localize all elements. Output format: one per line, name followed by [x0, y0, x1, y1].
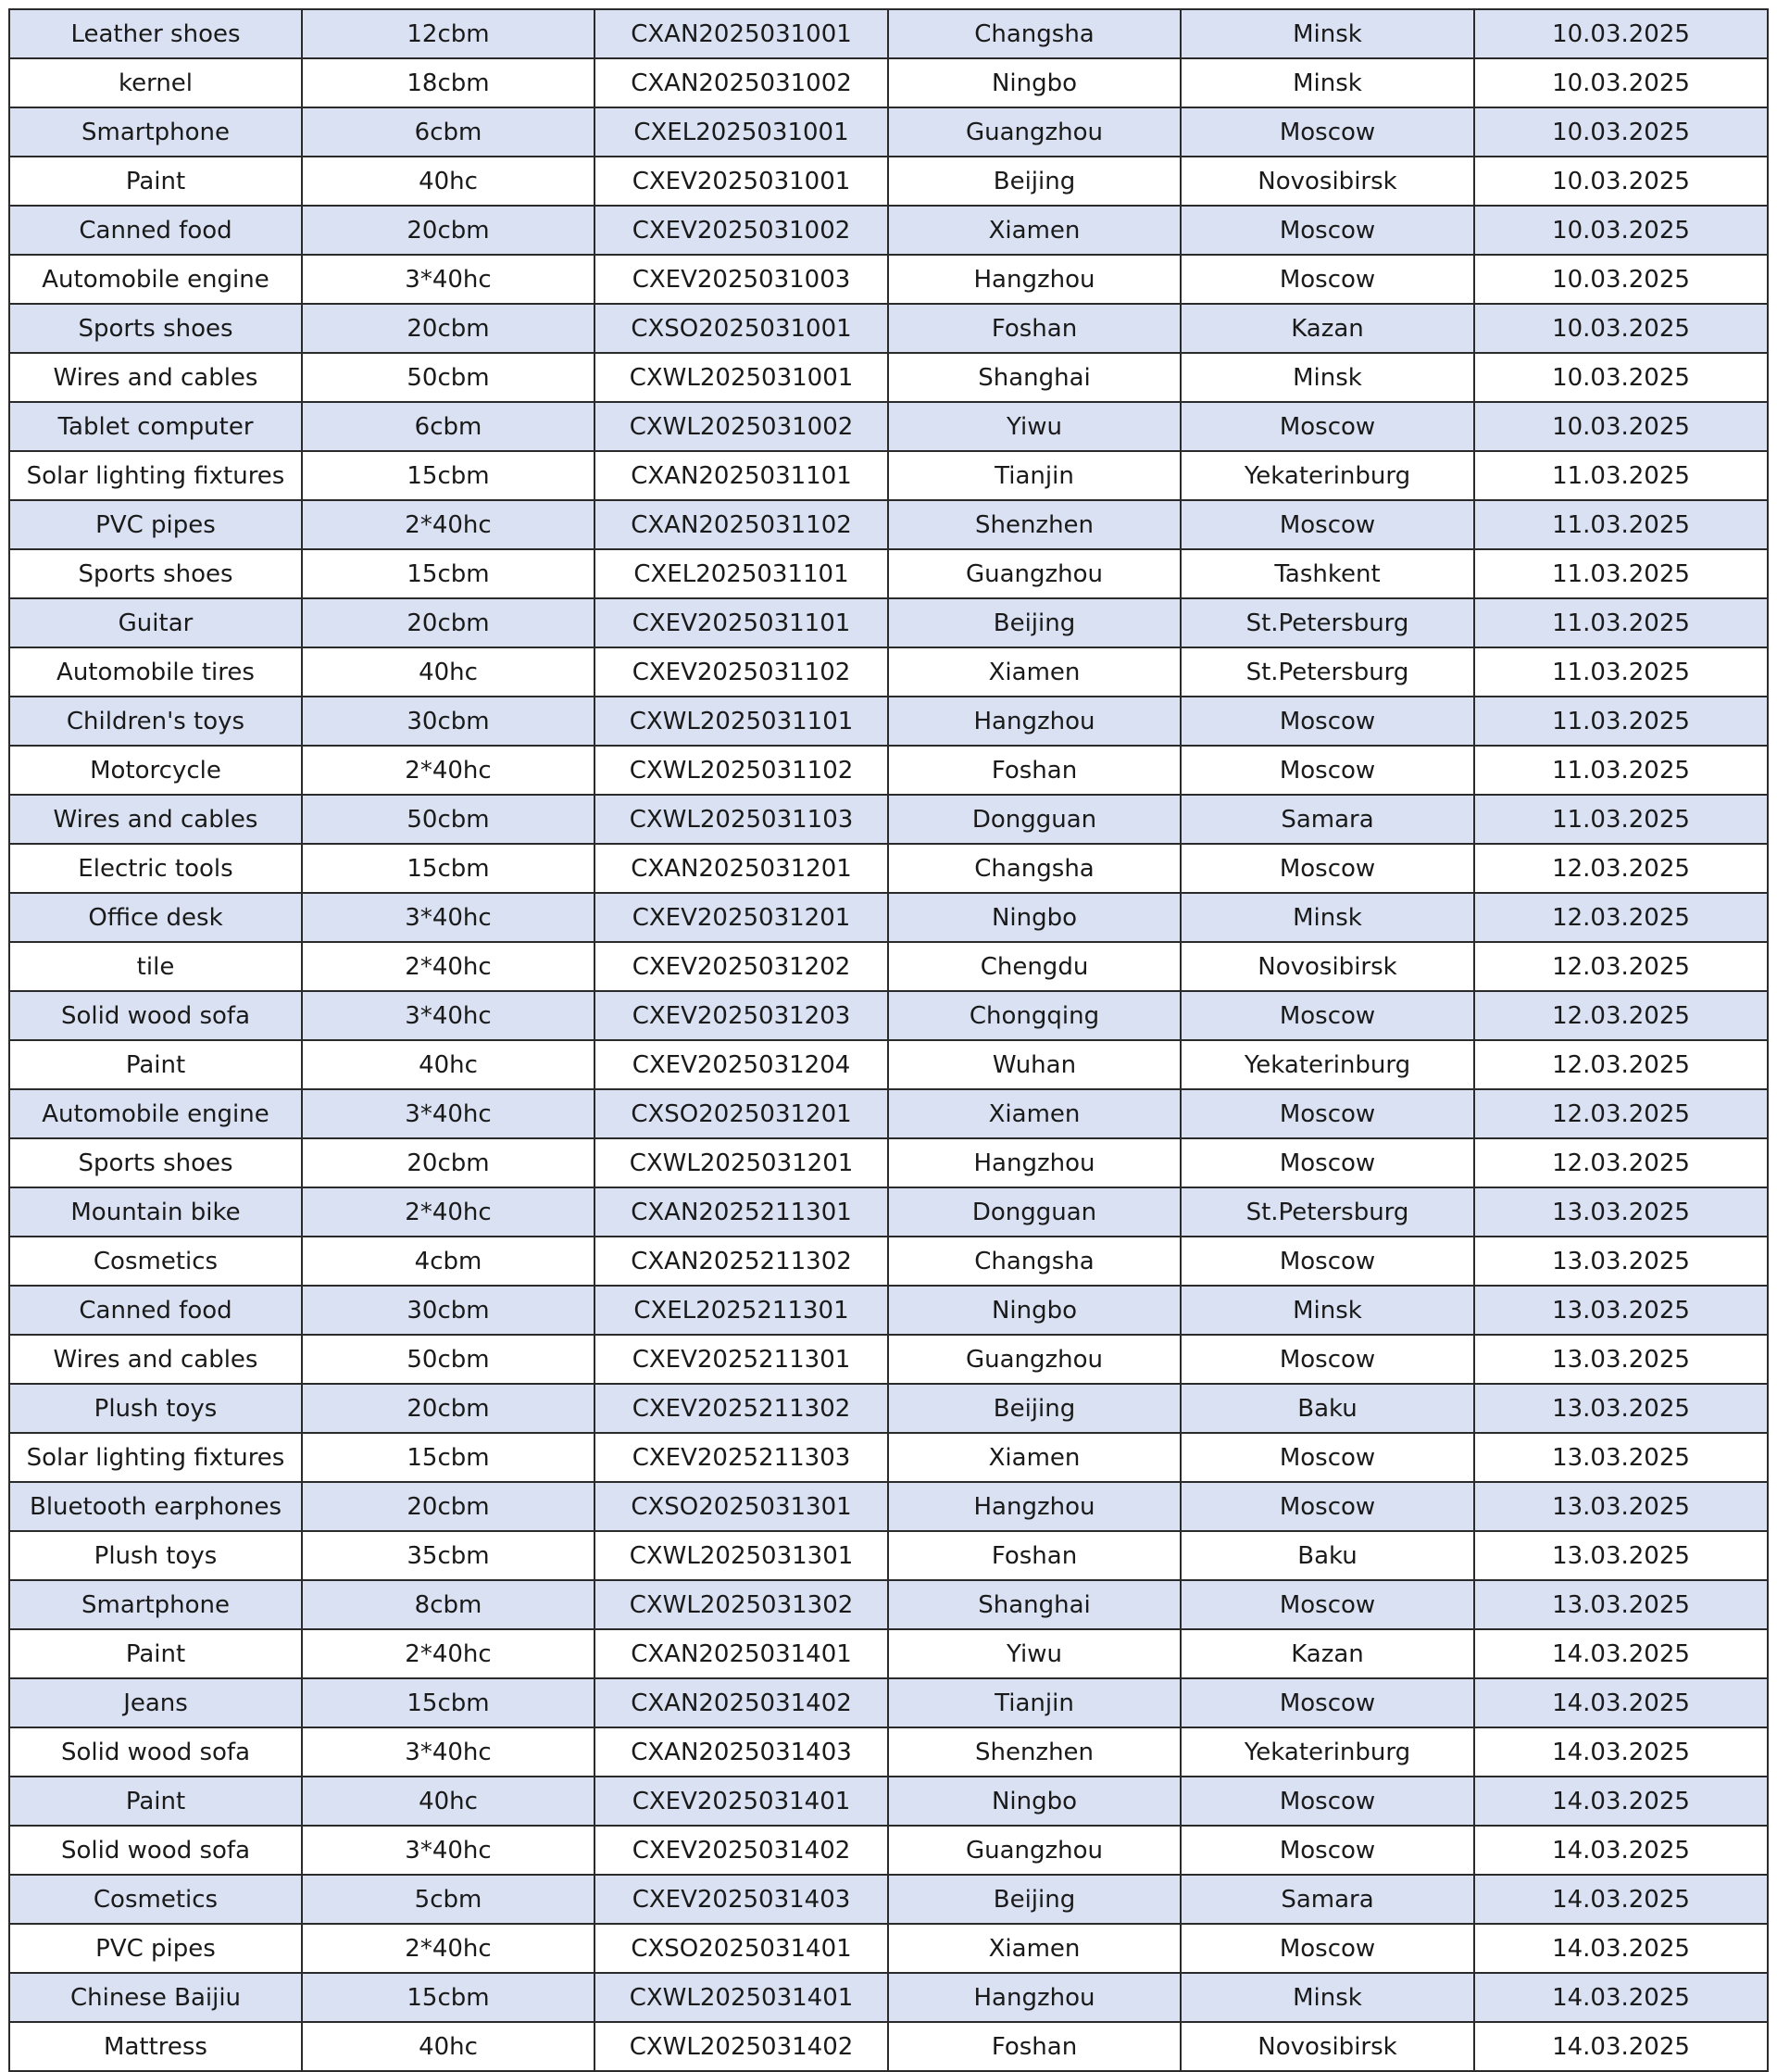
table-row — [9, 1777, 1768, 1826]
destination-city-cell: Samara — [1181, 795, 1474, 844]
volume-cell: 40hc — [302, 157, 594, 206]
cargo-cell: PVC pipes — [9, 500, 302, 549]
date-cell: 13.03.2025 — [1474, 1286, 1768, 1335]
cargo-cell: Sports shoes — [9, 304, 302, 353]
volume-cell: 20cbm — [302, 304, 594, 353]
destination-city-cell: Moscow — [1181, 206, 1474, 255]
cargo-cell: Plush toys — [9, 1384, 302, 1433]
destination-city-cell: Tashkent — [1181, 549, 1474, 598]
volume-cell: 20cbm — [302, 1384, 594, 1433]
destination-city-cell: Minsk — [1181, 1973, 1474, 2022]
table-row — [9, 157, 1768, 206]
volume-cell: 3*40hc — [302, 1089, 594, 1138]
destination-city-cell: Moscow — [1181, 1777, 1474, 1826]
order-number-cell: CXSO2025031201 — [594, 1089, 888, 1138]
date-cell: 11.03.2025 — [1474, 697, 1768, 746]
shipments-table-body — [9, 9, 1768, 2071]
order-number-cell: CXWL2025031102 — [594, 746, 888, 795]
volume-cell: 50cbm — [302, 1335, 594, 1384]
destination-city-cell: Moscow — [1181, 255, 1474, 304]
volume-cell: 2*40hc — [302, 746, 594, 795]
date-cell: 11.03.2025 — [1474, 451, 1768, 500]
destination-city-cell: Moscow — [1181, 1433, 1474, 1482]
table-row — [9, 1286, 1768, 1335]
destination-city-cell: Moscow — [1181, 1335, 1474, 1384]
order-number-cell: CXWL2025031001 — [594, 353, 888, 402]
order-number-cell: CXEV2025031003 — [594, 255, 888, 304]
date-cell: 14.03.2025 — [1474, 1924, 1768, 1973]
date-cell: 11.03.2025 — [1474, 795, 1768, 844]
origin-city-cell: Changsha — [888, 9, 1181, 58]
date-cell: 13.03.2025 — [1474, 1531, 1768, 1580]
table-row — [9, 1237, 1768, 1286]
origin-city-cell: Ningbo — [888, 893, 1181, 942]
volume-cell: 30cbm — [302, 1286, 594, 1335]
cargo-cell: Solid wood sofa — [9, 1727, 302, 1777]
order-number-cell: CXSO2025031401 — [594, 1924, 888, 1973]
origin-city-cell: Foshan — [888, 1531, 1181, 1580]
destination-city-cell: Samara — [1181, 1875, 1474, 1924]
origin-city-cell: Chengdu — [888, 942, 1181, 991]
volume-cell: 40hc — [302, 2022, 594, 2071]
order-number-cell: CXEL2025031101 — [594, 549, 888, 598]
volume-cell: 15cbm — [302, 844, 594, 893]
date-cell: 13.03.2025 — [1474, 1384, 1768, 1433]
table-row — [9, 1384, 1768, 1433]
order-number-cell: CXEV2025031403 — [594, 1875, 888, 1924]
origin-city-cell: Guangzhou — [888, 1826, 1181, 1875]
cargo-cell: Solar lighting fixtures — [9, 451, 302, 500]
date-cell: 14.03.2025 — [1474, 1727, 1768, 1777]
destination-city-cell: St.Petersburg — [1181, 1187, 1474, 1237]
volume-cell: 2*40hc — [302, 500, 594, 549]
order-number-cell: CXAN2025031403 — [594, 1727, 888, 1777]
date-cell: 10.03.2025 — [1474, 353, 1768, 402]
destination-city-cell: Novosibirsk — [1181, 2022, 1474, 2071]
volume-cell: 40hc — [302, 1040, 594, 1089]
order-number-cell: CXEV2025031201 — [594, 893, 888, 942]
origin-city-cell: Xiamen — [888, 1924, 1181, 1973]
date-cell: 10.03.2025 — [1474, 157, 1768, 206]
volume-cell: 5cbm — [302, 1875, 594, 1924]
volume-cell: 30cbm — [302, 697, 594, 746]
table-row — [9, 1138, 1768, 1187]
volume-cell: 2*40hc — [302, 1187, 594, 1237]
volume-cell: 3*40hc — [302, 1826, 594, 1875]
cargo-cell: Tablet computer — [9, 402, 302, 451]
destination-city-cell: Moscow — [1181, 1138, 1474, 1187]
cargo-cell: Automobile engine — [9, 255, 302, 304]
destination-city-cell: Moscow — [1181, 991, 1474, 1040]
table-row — [9, 1580, 1768, 1629]
cargo-cell: Jeans — [9, 1678, 302, 1727]
order-number-cell: CXEV2025031002 — [594, 206, 888, 255]
date-cell: 11.03.2025 — [1474, 647, 1768, 697]
cargo-cell: Wires and cables — [9, 1335, 302, 1384]
destination-city-cell: Baku — [1181, 1384, 1474, 1433]
order-number-cell: CXEL2025031001 — [594, 107, 888, 157]
order-number-cell: CXWL2025031402 — [594, 2022, 888, 2071]
order-number-cell: CXEV2025211301 — [594, 1335, 888, 1384]
table-row — [9, 500, 1768, 549]
volume-cell: 12cbm — [302, 9, 594, 58]
date-cell: 13.03.2025 — [1474, 1433, 1768, 1482]
date-cell: 12.03.2025 — [1474, 893, 1768, 942]
origin-city-cell: Xiamen — [888, 647, 1181, 697]
cargo-cell: Smartphone — [9, 107, 302, 157]
table-row — [9, 58, 1768, 107]
cargo-cell: Automobile tires — [9, 647, 302, 697]
origin-city-cell: Shenzhen — [888, 1727, 1181, 1777]
order-number-cell: CXEV2025031402 — [594, 1826, 888, 1875]
date-cell: 14.03.2025 — [1474, 1875, 1768, 1924]
cargo-cell: Cosmetics — [9, 1875, 302, 1924]
destination-city-cell: Moscow — [1181, 1826, 1474, 1875]
date-cell: 10.03.2025 — [1474, 402, 1768, 451]
cargo-cell: Solid wood sofa — [9, 991, 302, 1040]
date-cell: 11.03.2025 — [1474, 746, 1768, 795]
date-cell: 14.03.2025 — [1474, 1678, 1768, 1727]
volume-cell: 3*40hc — [302, 991, 594, 1040]
date-cell: 13.03.2025 — [1474, 1237, 1768, 1286]
destination-city-cell: Moscow — [1181, 1482, 1474, 1531]
destination-city-cell: Moscow — [1181, 500, 1474, 549]
cargo-cell: PVC pipes — [9, 1924, 302, 1973]
cargo-cell: Bluetooth earphones — [9, 1482, 302, 1531]
volume-cell: 15cbm — [302, 1973, 594, 2022]
origin-city-cell: Hangzhou — [888, 697, 1181, 746]
order-number-cell: CXAN2025031002 — [594, 58, 888, 107]
origin-city-cell: Hangzhou — [888, 255, 1181, 304]
order-number-cell: CXWL2025031002 — [594, 402, 888, 451]
cargo-cell: Guitar — [9, 598, 302, 647]
origin-city-cell: Changsha — [888, 844, 1181, 893]
table-row — [9, 1973, 1768, 2022]
table-row — [9, 1826, 1768, 1875]
table-row — [9, 1482, 1768, 1531]
table-row — [9, 353, 1768, 402]
cargo-cell: Canned food — [9, 206, 302, 255]
volume-cell: 6cbm — [302, 107, 594, 157]
table-row — [9, 107, 1768, 157]
destination-city-cell: Novosibirsk — [1181, 157, 1474, 206]
destination-city-cell: Minsk — [1181, 1286, 1474, 1335]
table-row — [9, 1187, 1768, 1237]
date-cell: 13.03.2025 — [1474, 1580, 1768, 1629]
order-number-cell: CXWL2025031301 — [594, 1531, 888, 1580]
volume-cell: 40hc — [302, 1777, 594, 1826]
origin-city-cell: Dongguan — [888, 795, 1181, 844]
order-number-cell: CXEV2025211302 — [594, 1384, 888, 1433]
date-cell: 10.03.2025 — [1474, 9, 1768, 58]
origin-city-cell: Changsha — [888, 1237, 1181, 1286]
origin-city-cell: Hangzhou — [888, 1138, 1181, 1187]
destination-city-cell: Moscow — [1181, 1237, 1474, 1286]
volume-cell: 50cbm — [302, 795, 594, 844]
table-row — [9, 549, 1768, 598]
origin-city-cell: Beijing — [888, 598, 1181, 647]
volume-cell: 50cbm — [302, 353, 594, 402]
volume-cell: 3*40hc — [302, 255, 594, 304]
date-cell: 14.03.2025 — [1474, 1826, 1768, 1875]
table-row — [9, 1629, 1768, 1678]
destination-city-cell: Minsk — [1181, 893, 1474, 942]
cargo-cell: kernel — [9, 58, 302, 107]
date-cell: 11.03.2025 — [1474, 549, 1768, 598]
order-number-cell: CXSO2025031301 — [594, 1482, 888, 1531]
table-row — [9, 991, 1768, 1040]
destination-city-cell: Yekaterinburg — [1181, 1727, 1474, 1777]
origin-city-cell: Shanghai — [888, 353, 1181, 402]
table-row — [9, 1335, 1768, 1384]
table-row — [9, 1531, 1768, 1580]
volume-cell: 3*40hc — [302, 1727, 594, 1777]
order-number-cell: CXEV2025031204 — [594, 1040, 888, 1089]
date-cell: 10.03.2025 — [1474, 304, 1768, 353]
volume-cell: 15cbm — [302, 1678, 594, 1727]
origin-city-cell: Yiwu — [888, 1629, 1181, 1678]
table-row — [9, 402, 1768, 451]
cargo-cell: Sports shoes — [9, 1138, 302, 1187]
origin-city-cell: Beijing — [888, 1875, 1181, 1924]
table-row — [9, 1089, 1768, 1138]
destination-city-cell: Moscow — [1181, 1580, 1474, 1629]
volume-cell: 20cbm — [302, 1482, 594, 1531]
table-row — [9, 206, 1768, 255]
order-number-cell: CXAN2025031401 — [594, 1629, 888, 1678]
destination-city-cell: Novosibirsk — [1181, 942, 1474, 991]
origin-city-cell: Ningbo — [888, 1777, 1181, 1826]
destination-city-cell: Yekaterinburg — [1181, 451, 1474, 500]
table-row — [9, 451, 1768, 500]
origin-city-cell: Ningbo — [888, 1286, 1181, 1335]
cargo-cell: Automobile engine — [9, 1089, 302, 1138]
destination-city-cell: St.Petersburg — [1181, 647, 1474, 697]
order-number-cell: CXWL2025031401 — [594, 1973, 888, 2022]
order-number-cell: CXAN2025031201 — [594, 844, 888, 893]
destination-city-cell: Moscow — [1181, 746, 1474, 795]
volume-cell: 40hc — [302, 647, 594, 697]
volume-cell: 6cbm — [302, 402, 594, 451]
destination-city-cell: Baku — [1181, 1531, 1474, 1580]
date-cell: 14.03.2025 — [1474, 1973, 1768, 2022]
order-number-cell: CXEV2025031102 — [594, 647, 888, 697]
volume-cell: 15cbm — [302, 549, 594, 598]
table-row — [9, 1727, 1768, 1777]
volume-cell: 15cbm — [302, 451, 594, 500]
date-cell: 12.03.2025 — [1474, 942, 1768, 991]
date-cell: 14.03.2025 — [1474, 1629, 1768, 1678]
origin-city-cell: Guangzhou — [888, 107, 1181, 157]
order-number-cell: CXAN2025031101 — [594, 451, 888, 500]
origin-city-cell: Beijing — [888, 1384, 1181, 1433]
order-number-cell: CXEV2025031202 — [594, 942, 888, 991]
origin-city-cell: Ningbo — [888, 58, 1181, 107]
cargo-cell: Solid wood sofa — [9, 1826, 302, 1875]
table-row — [9, 697, 1768, 746]
table-row — [9, 255, 1768, 304]
cargo-cell: Paint — [9, 1777, 302, 1826]
volume-cell: 20cbm — [302, 598, 594, 647]
date-cell: 12.03.2025 — [1474, 844, 1768, 893]
destination-city-cell: Minsk — [1181, 353, 1474, 402]
destination-city-cell: Moscow — [1181, 1089, 1474, 1138]
volume-cell: 18cbm — [302, 58, 594, 107]
volume-cell: 20cbm — [302, 1138, 594, 1187]
date-cell: 12.03.2025 — [1474, 991, 1768, 1040]
origin-city-cell: Chongqing — [888, 991, 1181, 1040]
order-number-cell: CXAN2025211301 — [594, 1187, 888, 1237]
order-number-cell: CXEV2025031101 — [594, 598, 888, 647]
cargo-cell: Smartphone — [9, 1580, 302, 1629]
date-cell: 12.03.2025 — [1474, 1089, 1768, 1138]
cargo-cell: Children's toys — [9, 697, 302, 746]
origin-city-cell: Dongguan — [888, 1187, 1181, 1237]
destination-city-cell: Minsk — [1181, 9, 1474, 58]
origin-city-cell: Wuhan — [888, 1040, 1181, 1089]
date-cell: 14.03.2025 — [1474, 2022, 1768, 2071]
destination-city-cell: St.Petersburg — [1181, 598, 1474, 647]
origin-city-cell: Foshan — [888, 304, 1181, 353]
destination-city-cell: Moscow — [1181, 1924, 1474, 1973]
destination-city-cell: Kazan — [1181, 304, 1474, 353]
table-row — [9, 304, 1768, 353]
table-row — [9, 1433, 1768, 1482]
cargo-cell: Motorcycle — [9, 746, 302, 795]
origin-city-cell: Beijing — [888, 157, 1181, 206]
volume-cell: 2*40hc — [302, 942, 594, 991]
origin-city-cell: Tianjin — [888, 1678, 1181, 1727]
cargo-cell: Electric tools — [9, 844, 302, 893]
date-cell: 12.03.2025 — [1474, 1138, 1768, 1187]
table-row — [9, 844, 1768, 893]
date-cell: 14.03.2025 — [1474, 1777, 1768, 1826]
volume-cell: 15cbm — [302, 1433, 594, 1482]
order-number-cell: CXWL2025031201 — [594, 1138, 888, 1187]
order-number-cell: CXEL2025211301 — [594, 1286, 888, 1335]
order-number-cell: CXAN2025031102 — [594, 500, 888, 549]
cargo-cell: Wires and cables — [9, 353, 302, 402]
date-cell: 13.03.2025 — [1474, 1482, 1768, 1531]
order-number-cell: CXAN2025031001 — [594, 9, 888, 58]
volume-cell: 4cbm — [302, 1237, 594, 1286]
volume-cell: 3*40hc — [302, 893, 594, 942]
volume-cell: 35cbm — [302, 1531, 594, 1580]
date-cell: 11.03.2025 — [1474, 500, 1768, 549]
date-cell: 13.03.2025 — [1474, 1187, 1768, 1237]
origin-city-cell: Foshan — [888, 2022, 1181, 2071]
destination-city-cell: Yekaterinburg — [1181, 1040, 1474, 1089]
table-row — [9, 1678, 1768, 1727]
cargo-cell: Mountain bike — [9, 1187, 302, 1237]
origin-city-cell: Guangzhou — [888, 1335, 1181, 1384]
table-row — [9, 1040, 1768, 1089]
destination-city-cell: Minsk — [1181, 58, 1474, 107]
order-number-cell: CXAN2025211302 — [594, 1237, 888, 1286]
volume-cell: 8cbm — [302, 1580, 594, 1629]
cargo-cell: Canned food — [9, 1286, 302, 1335]
origin-city-cell: Hangzhou — [888, 1973, 1181, 2022]
date-cell: 10.03.2025 — [1474, 206, 1768, 255]
order-number-cell: CXAN2025031402 — [594, 1678, 888, 1727]
destination-city-cell: Moscow — [1181, 402, 1474, 451]
table-row — [9, 9, 1768, 58]
table-row — [9, 942, 1768, 991]
cargo-cell: Solar lighting fixtures — [9, 1433, 302, 1482]
cargo-cell: Chinese Baijiu — [9, 1973, 302, 2022]
cargo-cell: Paint — [9, 1040, 302, 1089]
table-row — [9, 795, 1768, 844]
order-number-cell: CXEV2025211303 — [594, 1433, 888, 1482]
order-number-cell: CXEV2025031401 — [594, 1777, 888, 1826]
date-cell: 10.03.2025 — [1474, 255, 1768, 304]
destination-city-cell: Moscow — [1181, 1678, 1474, 1727]
table-row — [9, 893, 1768, 942]
origin-city-cell: Shanghai — [888, 1580, 1181, 1629]
origin-city-cell: Foshan — [888, 746, 1181, 795]
origin-city-cell: Tianjin — [888, 451, 1181, 500]
destination-city-cell: Moscow — [1181, 107, 1474, 157]
order-number-cell: CXEV2025031001 — [594, 157, 888, 206]
volume-cell: 2*40hc — [302, 1924, 594, 1973]
cargo-cell: Leather shoes — [9, 9, 302, 58]
cargo-cell: Plush toys — [9, 1531, 302, 1580]
order-number-cell: CXWL2025031103 — [594, 795, 888, 844]
destination-city-cell: Moscow — [1181, 844, 1474, 893]
cargo-cell: Cosmetics — [9, 1237, 302, 1286]
order-number-cell: CXWL2025031101 — [594, 697, 888, 746]
destination-city-cell: Kazan — [1181, 1629, 1474, 1678]
shipments-table — [8, 8, 1769, 2072]
order-number-cell: CXSO2025031001 — [594, 304, 888, 353]
order-number-cell: CXEV2025031203 — [594, 991, 888, 1040]
date-cell: 12.03.2025 — [1474, 1040, 1768, 1089]
origin-city-cell: Xiamen — [888, 1089, 1181, 1138]
volume-cell: 20cbm — [302, 206, 594, 255]
cargo-cell: Wires and cables — [9, 795, 302, 844]
volume-cell: 2*40hc — [302, 1629, 594, 1678]
table-row — [9, 598, 1768, 647]
origin-city-cell: Xiamen — [888, 206, 1181, 255]
date-cell: 13.03.2025 — [1474, 1335, 1768, 1384]
cargo-cell: Office desk — [9, 893, 302, 942]
table-row — [9, 1875, 1768, 1924]
date-cell: 10.03.2025 — [1474, 107, 1768, 157]
cargo-cell: Paint — [9, 1629, 302, 1678]
date-cell: 11.03.2025 — [1474, 598, 1768, 647]
cargo-cell: tile — [9, 942, 302, 991]
cargo-cell: Sports shoes — [9, 549, 302, 598]
origin-city-cell: Yiwu — [888, 402, 1181, 451]
origin-city-cell: Guangzhou — [888, 549, 1181, 598]
origin-city-cell: Hangzhou — [888, 1482, 1181, 1531]
order-number-cell: CXWL2025031302 — [594, 1580, 888, 1629]
table-row — [9, 1924, 1768, 1973]
cargo-cell: Paint — [9, 157, 302, 206]
table-row — [9, 647, 1768, 697]
origin-city-cell: Shenzhen — [888, 500, 1181, 549]
table-row — [9, 746, 1768, 795]
cargo-cell: Mattress — [9, 2022, 302, 2071]
date-cell: 10.03.2025 — [1474, 58, 1768, 107]
destination-city-cell: Moscow — [1181, 697, 1474, 746]
origin-city-cell: Xiamen — [888, 1433, 1181, 1482]
